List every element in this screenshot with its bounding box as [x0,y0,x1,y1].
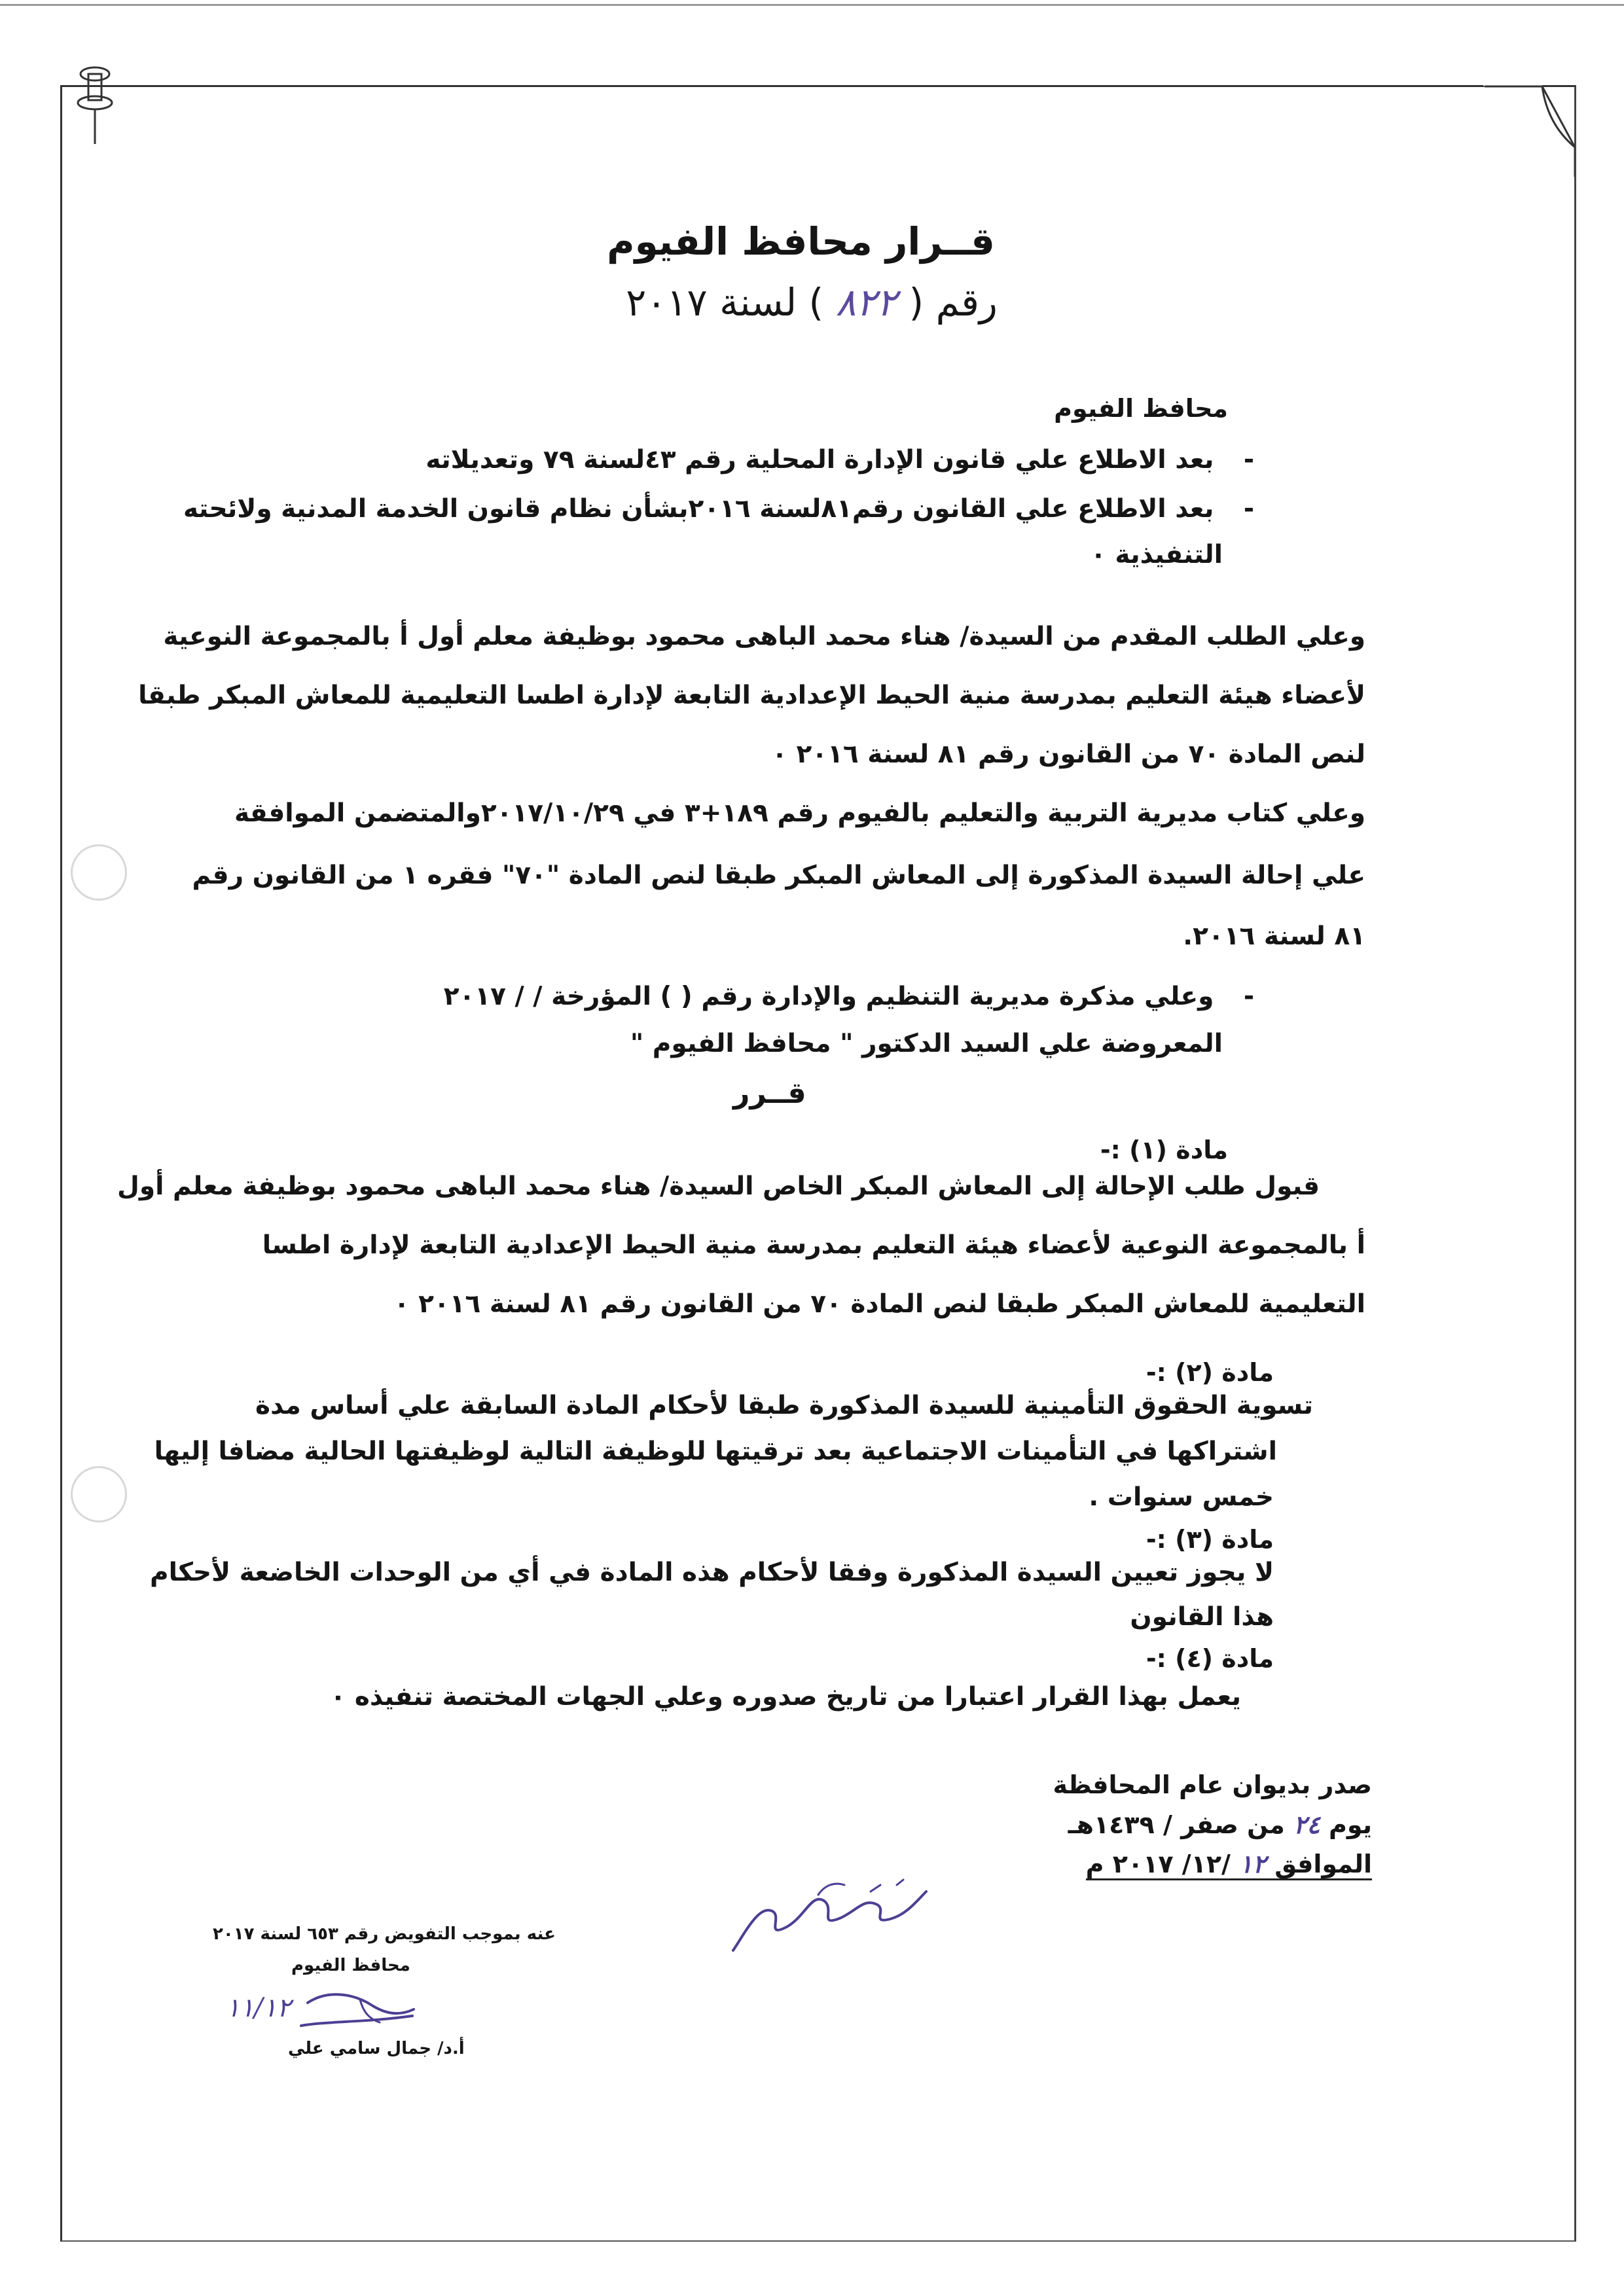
article-1-line-1: قبول طلب الإحالة إلى المعاش المبكر الخاص السيدة/ هناء محمد الباهى محمود بوظيفة معلم أول [117,1172,1320,1201]
article-1-title: مادة (١) :- [1100,1136,1228,1164]
day-rest: من صفر / ١٤٣٩هـ [1068,1810,1285,1839]
memo-line-1: وعلي مذكرة مديرية التنظيم والإدارة رقم ( ) المؤرخة / / ٢٠١٧ [443,982,1214,1011]
governor-signature [720,1865,936,1964]
decree-number-prefix: رقم ( [909,280,998,325]
bullet-2-text: بعد الاطلاع علي القانون رقم٨١لسنة ٢٠١٦بشأن نظام قانون الخدمة المدنية ولائحته [183,494,1214,524]
article-2-title: مادة (٢) :- [1146,1358,1274,1387]
article-2-line-2: اشتراكها في التأمينات الاجتماعية بعد ترقيتها للوظيفة التالية لوظيفتها الحالية مضافا إليها [154,1437,1277,1466]
article-3-line-1: لا يجوز تعيين السيدة المذكورة وفقا لأحكام هذه المادة في أي من الوحدات الخاضعة لأحكام [150,1558,1274,1587]
preamble-bullet-2-cont: التنفيذية ٠ [1090,540,1223,569]
delegation-line-1: عنه بموجب التفويض رقم ٦٥٣ لسنة ٢٠١٧ [213,1924,556,1944]
issuance-agree [1086,1849,1372,1880]
article-2-line-3: خمس سنوات . [1089,1482,1274,1512]
memo-bullet: - وعلي مذكرة مديرية التنظيم والإدارة رقم ( ) المؤرخة / / ٢٠١٧ [443,982,1254,1011]
pushpin-icon [65,62,124,147]
article-4-title: مادة (٤) :- [1146,1644,1274,1673]
agree-label: الموافق [1274,1850,1372,1878]
agree-handwritten: ١٢ [1239,1849,1266,1878]
request-line-1: وعلي الطلب المقدم من السيدة/ هناء محمد الباهى محمود بوظيفة معلم أول أ بالمجموعة النوعية [163,622,1365,651]
request-line-3: لنص المادة ٧٠ من القانون رقم ٨١ لسنة ٢٠١٦ ٠ [772,740,1365,769]
decree-number-handwritten: ٨٢٢ [835,280,897,325]
article-1-line-2: أ بالمجموعة النوعية لأعضاء هيئة التعليم بمدرسة منية الحيط الإعدادية التابعة لإدارة اطسا [262,1230,1365,1260]
preamble-bullet-1: - بعد الاطلاع علي قانون الإدارة المحلية رقم ٤٣لسنة ٧٩ وتعديلاته [425,445,1254,475]
decision-heading: قــرر [733,1077,806,1110]
punch-hole-top [71,844,127,901]
article-4-line-1: يعمل بهذا القرار اعتبارا من تاريخ صدوره وعلي الجهات المختصة تنفيذه ٠ [330,1682,1241,1712]
governor-heading: محافظ الفيوم [1054,394,1228,423]
letter-line-1: وعلي كتاب مديرية التربية والتعليم بالفيوم رقم ١٨٩+٣ في ٢٠١٧/١٠/٢٩والمتضمن الموافقة [234,798,1365,828]
memo-line-2: المعروضة علي السيد الدكتور " محافظ الفيوم " [630,1029,1223,1058]
article-3-line-2: هذا القانون [1130,1602,1274,1632]
request-line-2: لأعضاء هيئة التعليم بمدرسة منية الحيط الإعدادية التابعة لإدارة اطسا التعليمية للمعاش المبكر طبقا [138,681,1365,710]
issuance-line: صدر بديوان عام المحافظة [1053,1770,1372,1799]
letter-line-3: ٨١ لسنة ٢٠١٦. [1183,922,1365,951]
issuance-day [1068,1810,1372,1839]
article-3-title: مادة (٣) :- [1146,1525,1274,1554]
letter-line-2: علي إحالة السيدة المذكورة إلى المعاش المبكر طبقا لنص المادة "٧٠" فقره ١ من القانون رقم [192,861,1365,890]
delegate-name: أ.د/ جمال سامي علي [288,2039,465,2058]
day-handwritten: ٢٤ [1293,1810,1320,1839]
preamble-bullet-2: - بعد الاطلاع علي القانون رقم٨١لسنة ٢٠١٦بشأن نظام قانون الخدمة المدنية ولائحته [183,494,1254,524]
agree-rest: /١٢/ ٢٠١٧ م [1085,1850,1231,1878]
bullet-1-text: بعد الاطلاع علي قانون الإدارة المحلية رقم ٤٣لسنة ٧٩ وتعديلاته [425,445,1214,475]
punch-hole-bottom [71,1466,127,1522]
delegation-line-2: محافظ الفيوم [291,1956,410,1975]
article-2-line-1: تسوية الحقوق التأمينية للسيدة المذكورة طبقا لأحكام المادة السابقة علي أساس مدة [255,1391,1313,1420]
decree-number-suffix: ) لسنة ٢٠١٧ [626,280,824,325]
decree-title: قــرار محافظ الفيوم [607,219,995,264]
scan-edge-line [0,4,1624,6]
decree-number [576,280,1047,325]
day-label: يوم [1329,1810,1372,1839]
folded-corner [1483,85,1575,177]
article-1-line-3: التعليمية للمعاش المبكر طبقا لنص المادة ٧٠ من القانون رقم ٨١ لسنة ٢٠١٦ ٠ [393,1289,1365,1319]
delegate-handwritten-date: ١١/١٢ [226,1993,291,2023]
